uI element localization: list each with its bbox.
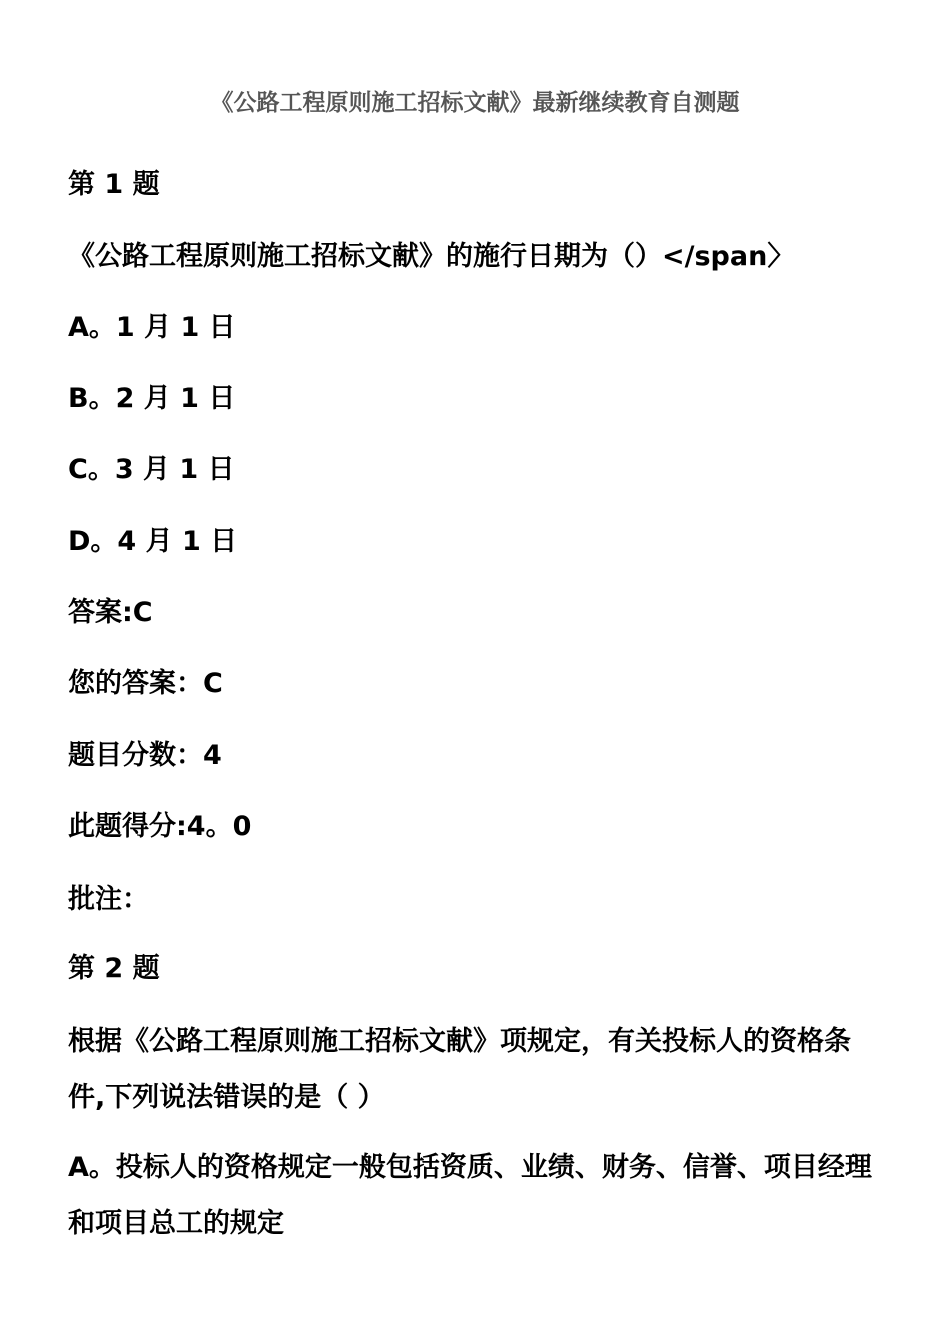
question-2-stem: 根据《公路工程原则施工招标文献》项规定，有关投标人的资格条件,下列说法错误的是（ ） [68,1026,851,1113]
question-1-answer: 答案:C [68,597,153,628]
document-title: 《公路工程原则施工招标文献》最新继续教育自测题 [210,90,740,116]
question-1-option-c: C。3 月 1 日 [68,454,235,485]
question-1-option-d: D。4 月 1 日 [68,526,238,557]
question-1-comment: 批注： [68,884,149,915]
question-1-option-a: A。1 月 1 日 [68,312,236,343]
question-1-your-answer: 您的答案：C [68,668,223,699]
question-1-score: 此题得分:4。0 [68,811,252,842]
question-2-option-a: A。投标人的资格规定一般包括资质、业绩、财务、信誉、项目经理和项目总工的规定 [68,1152,872,1239]
question-1-heading: 第 1 题 [68,169,160,200]
question-2-heading: 第 2 题 [68,953,160,984]
question-1-option-b: B。2 月 1 日 [68,383,236,414]
question-1-stem: 《公路工程原则施工招标文献》的施行日期为（）</span〉 [68,241,795,272]
question-1-points: 题目分数：4 [68,740,222,771]
